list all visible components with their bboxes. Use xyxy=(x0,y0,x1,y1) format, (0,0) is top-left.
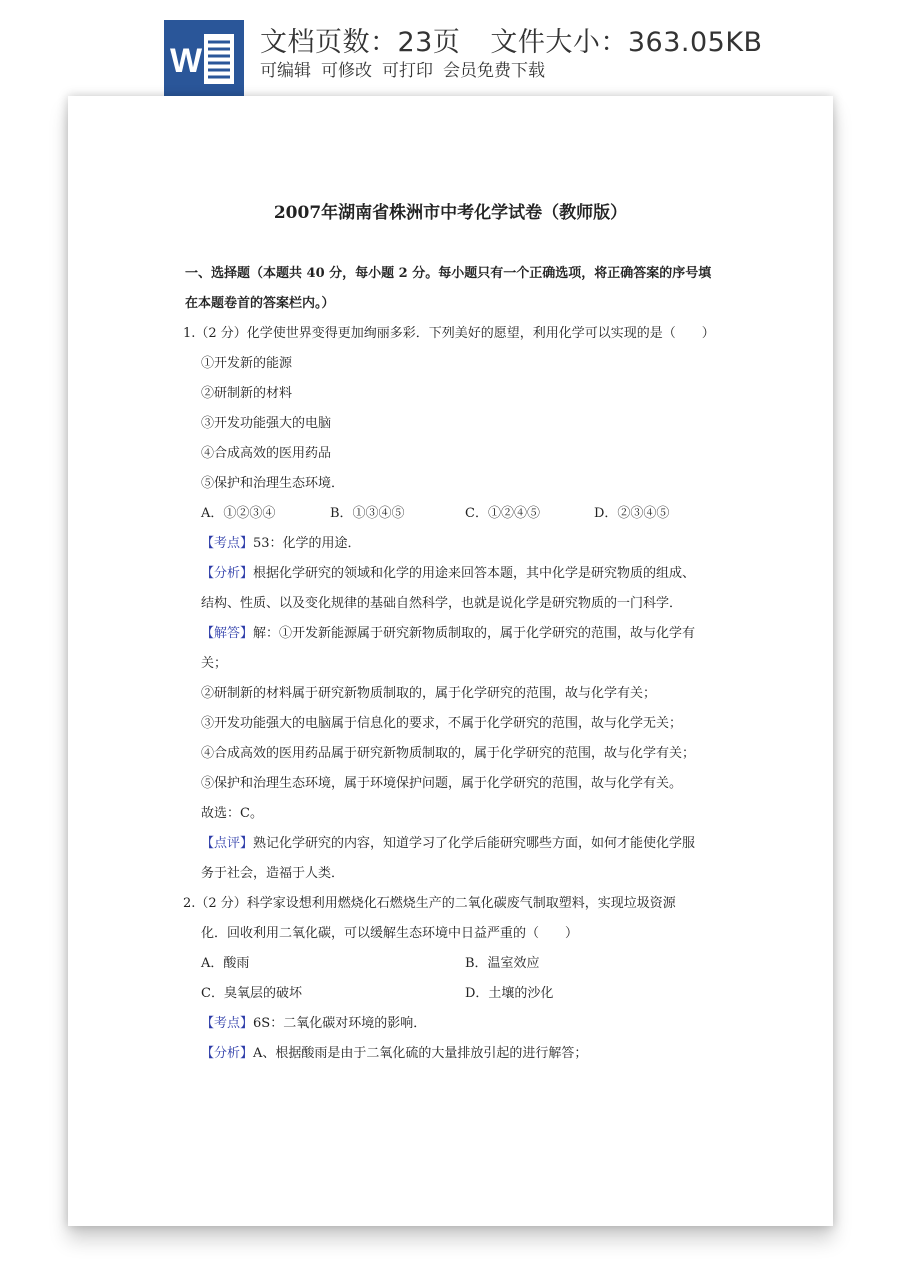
feature-printable: 可打印 xyxy=(382,61,433,81)
q1-option-d: D．②③④⑤ xyxy=(594,506,670,521)
kaodian-tag: 【考点】 xyxy=(201,1016,254,1031)
svg-text:W: W xyxy=(169,42,203,80)
section-heading: 一、选择题（本题共 40 分，每小题 2 分。每小题只有一个正确选项，将正确答案的序号填 xyxy=(185,266,712,281)
document-title: 2007年湖南省株洲市中考化学试卷（教师版） xyxy=(273,203,628,223)
jieda-tag: 【解答】 xyxy=(201,626,254,641)
question-2-stem: 2.（2 分）科学家设想利用燃烧化石燃烧生产的二氧化碳废气制取塑料，实现垃圾资源 xyxy=(183,896,676,911)
dianping-tag: 【点评】 xyxy=(201,836,254,851)
document-page xyxy=(68,96,833,1226)
q1-jieda-cont: 关； xyxy=(201,656,228,671)
q1-dianping-cont: 务于社会，造福于人类． xyxy=(201,866,345,881)
q1-item: ②研制新的材料 xyxy=(201,386,293,401)
q1-option-a: A．①②③④ xyxy=(201,506,276,521)
q1-dianping: 【点评】熟记化学研究的内容，知道学习了化学后能研究哪些方面，如何才能使化学服 xyxy=(201,836,696,851)
q1-answer: 故选：C。 xyxy=(201,806,263,821)
q1-fenxi-cont: 结构、性质、以及变化规律的基础自然科学，也就是说化学是研究物质的一门科学． xyxy=(201,596,683,611)
page-count: 文档页数：23页 xyxy=(260,27,461,58)
q1-jieda-line: ③开发功能强大的电脑属于信息化的要求，不属于化学研究的范围，故与化学无关； xyxy=(201,716,683,731)
feature-list xyxy=(260,56,555,81)
feature-modifiable: 可修改 xyxy=(321,61,372,81)
q1-jieda-line: ⑤保护和治理生态环境，属于环境保护问题，属于化学研究的范围，故与化学有关。 xyxy=(201,776,683,791)
file-info xyxy=(260,20,763,59)
q1-option-c: C．①②④⑤ xyxy=(465,506,540,521)
q2-option-c: C．臭氧层的破坏 xyxy=(201,986,302,1001)
fenxi-tag: 【分析】 xyxy=(201,1046,254,1061)
file-size: 文件大小：363.05KB xyxy=(490,27,763,58)
question-2-stem-cont: 化．回收利用二氧化碳，可以缓解生态环境中日益严重的（ ） xyxy=(201,926,579,941)
q1-jieda: 【解答】解：①开发新能源属于研究新物质制取的，属于化学研究的范围，故与化学有 xyxy=(201,626,696,641)
q2-kaodian: 【考点】6S：二氧化碳对环境的影响． xyxy=(201,1016,427,1031)
q1-item: ⑤保护和治理生态环境． xyxy=(201,476,345,491)
download-banner xyxy=(0,0,900,96)
kaodian-tag: 【考点】 xyxy=(201,536,254,551)
q1-kaodian: 【考点】53：化学的用途． xyxy=(201,536,361,551)
q2-option-b: B．温室效应 xyxy=(465,956,540,971)
section-heading-cont: 在本题卷首的答案栏内。） xyxy=(185,296,335,311)
q1-item: ③开发功能强大的电脑 xyxy=(201,416,332,431)
question-1-stem: 1.（2 分）化学使世界变得更加绚丽多彩．下列美好的愿望，利用化学可以实现的是（ ） xyxy=(183,326,715,341)
q2-option-a: A．酸雨 xyxy=(201,956,250,971)
q1-jieda-line: ②研制新的材料属于研究新物质制取的，属于化学研究的范围，故与化学有关； xyxy=(201,686,657,701)
feature-member-download: 会员免费下载 xyxy=(443,61,545,81)
feature-editable: 可编辑 xyxy=(260,61,311,81)
q2-option-d: D．土壤的沙化 xyxy=(465,986,554,1001)
q1-option-b: B．①③④⑤ xyxy=(330,506,405,521)
q1-item: ①开发新的能源 xyxy=(201,356,293,371)
q1-fenxi: 【分析】根据化学研究的领域和化学的用途来回答本题，其中化学是研究物质的组成、 xyxy=(201,566,696,581)
fenxi-tag: 【分析】 xyxy=(201,566,254,581)
word-document-icon xyxy=(164,20,244,96)
q2-fenxi: 【分析】A、根据酸雨是由于二氧化硫的大量排放引起的进行解答； xyxy=(201,1046,588,1061)
q1-item: ④合成高效的医用药品 xyxy=(201,446,332,461)
q1-jieda-line: ④合成高效的医用药品属于研究新物质制取的，属于化学研究的范围，故与化学有关； xyxy=(201,746,696,761)
